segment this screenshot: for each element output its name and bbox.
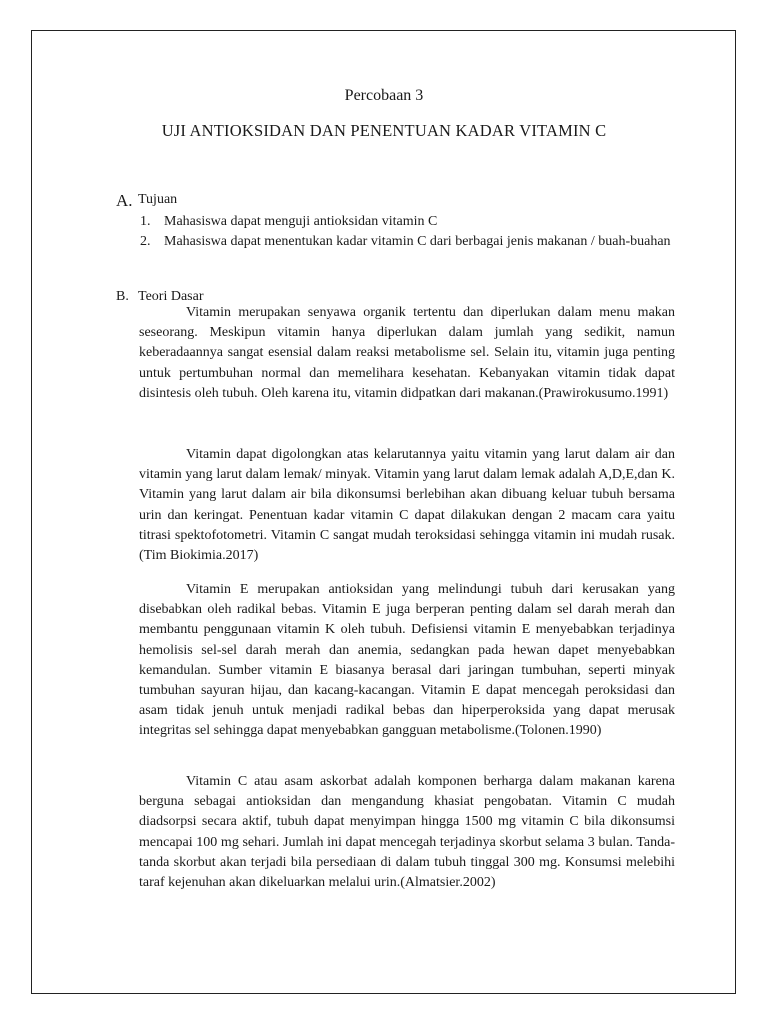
experiment-number: Percobaan 3 (344, 87, 424, 104)
paragraph: Vitamin E merupakan antioksidan yang melindungi tubuh dari kerusakan yang disebabkan oleh radikal bebas. Vitamin E juga berperan penting dalam sel darah merah dan membantu penggunaan vitamin K oleh tubuh. Defisiensi vitamin E menyebabkan terjadinya hemolisis sel-sel darah merah dan anemia, sedangkan pada hewan dapet menyebabkan kemandulan. Sumber vitamin E biasanya berasal dari jaringan tumbuhan, seperti minyak tumbuhan sayuran hijau, dan kacang-kacangan. Vitamin E dapat mencegah peroksidasi dan asam tidak jenuh untuk menjadi radikal bebas dan hiperperoksida yang dapat merusak integritas sel sehingga dapat menyebabkan gangguan metabolisme.(Tolonen.1990) (139, 582, 675, 739)
section-b-letter: B. (116, 289, 129, 304)
section-a-heading: Tujuan (138, 192, 178, 207)
list-item (140, 212, 700, 232)
list-item (140, 232, 700, 252)
paragraph: Vitamin C atau asam askorbat adalah komponen berharga dalam makanan karena berguna sebagai antioksidan dan mengandung khasiat pengobatan. Vitamin C mudah diadsorpsi secara aktif, tubuh dapat menyimpan hingga 1500 mg vitamin C bila dikonsumsi mencapai 100 mg sehari. Jumlah ini dapat mencegah terjadinya skorbut selama 3 bulan. Tanda- tanda skorbut akan terjadi bila persediaan di dalam tubuh tinggal 300 mg. Konsumsi melebihi taraf kejenuhan akan dikeluarkan melalui urin.(Almatsier.2002) (139, 774, 675, 891)
section-b-heading: Teori Dasar (138, 289, 204, 304)
paragraph: Vitamin merupakan senyawa organik tertentu dan diperlukan dalam menu makan seseorang. Meskipun vitamin hanya diperlukan dalam jumlah yang sedikit, namun keberadaannya sangat esensial dalam reaksi metabolisme sel. Selain itu, vitamin juga penting untuk pertumbuhan normal dan memelihara kesehatan. Kebanyakan vitamin tidak dapat disintesis oleh tubuh. Oleh karena itu, vitamin didpatkan dari makanan.(Prawirokusumo.1991) (139, 305, 675, 401)
list-item-number: 2. (140, 234, 151, 249)
list-item-text: Mahasiswa dapat menguji antioksidan vitamin C (164, 214, 438, 229)
list-item-text: Mahasiswa dapat menentukan kadar vitamin C dari berbagai jenis makanan / buah-buahan (164, 234, 671, 249)
document-title: UJI ANTIOKSIDAN DAN PENENTUAN KADAR VITAMIN C (161, 121, 607, 140)
paragraph: Vitamin dapat digolongkan atas kelarutannya yaitu vitamin yang larut dalam air dan vitamin yang larut dalam lemak/ minyak. Vitamin yang larut dalam lemak adalah A,D,E,dan K. Vitamin yang larut dalam air bila dikonsumsi berlebihan akan dibuang keluar tubuh bersama urin dan keringat. Penentuan kadar vitamin C dapat dilakukan dengan 2 macam cara yaitu titrasi spektofotometri. Vitamin C sangat mudah teroksidasi sehingga vitamin ini mudah rusak.(Tim Biokimia.2017) (139, 447, 675, 564)
section-a-letter: A. (116, 191, 133, 210)
objectives-list (140, 212, 700, 252)
list-item-number: 1. (140, 214, 151, 229)
